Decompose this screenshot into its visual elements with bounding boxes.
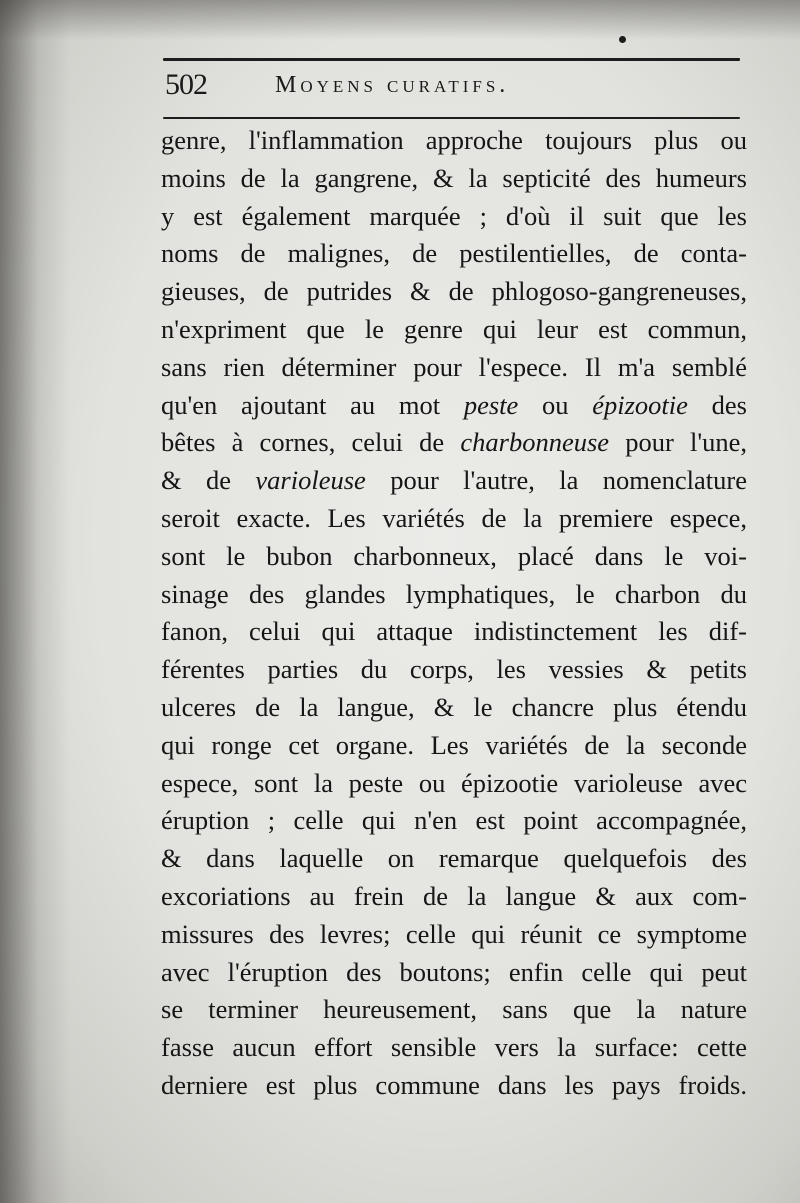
spine-shadow: [0, 0, 70, 1203]
text-line: éruption ; celle qui n'en est point accompagnée,: [161, 805, 747, 836]
text-run: ou: [518, 389, 593, 420]
text-line: avec l'éruption des boutons; enfin celle qui peut: [161, 956, 747, 987]
text-line: genre, l'inflammation approche toujours plus ou: [161, 125, 747, 155]
text-line: [161, 387, 747, 425]
header-bottom-rule: [163, 117, 740, 119]
italic-term-charbonneuse: charbonneuse: [460, 427, 610, 458]
text-line: excoriations au frein de la langue & aux com-: [161, 880, 747, 911]
top-shadow: [0, 0, 800, 40]
text-line: férentes parties du corps, les vessies & petits: [161, 654, 747, 685]
text-run: bêtes à cornes, celui de: [161, 427, 461, 458]
text-run: pour l'autre, la nomenclature: [365, 465, 747, 496]
text-line: fanon, celui qui attaque indistinctement les dif-: [161, 616, 747, 647]
text-run: qu'en ajoutant au mot: [161, 389, 464, 420]
text-line: sont le bubon charbonneux, placé dans le voi-: [161, 540, 747, 571]
text-line: espece, sont la peste ou épizootie varioleuse avec: [161, 767, 747, 798]
italic-term-peste: peste: [463, 389, 519, 420]
text-line: qui ronge cet organe. Les variétés de la seconde: [161, 729, 747, 760]
text-line: seroit exacte. Les variétés de la premiere espece,: [161, 502, 747, 533]
text-line: ulceres de la langue, & le chancre plus étendu: [161, 691, 747, 722]
text-line: noms de malignes, de pestilentielles, de conta-: [161, 238, 747, 269]
text-line: gieuses, de putrides & de phlogoso-gangreneuses,: [161, 276, 747, 307]
text-line: & dans laquelle on remarque quelquefois des: [161, 843, 747, 874]
header-top-rule: [163, 58, 740, 61]
text-line: sinage des glandes lymphatiques, le charbon du: [161, 578, 747, 609]
text-run: des: [687, 389, 747, 420]
text-run: pour l'une,: [609, 427, 747, 458]
text-line: se terminer heureusement, sans que la nature: [161, 994, 747, 1025]
text-line: sans rien déterminer pour l'espece. Il m'a semblé: [161, 351, 747, 382]
text-line: moins de la gangrene, & la septicité des humeurs: [161, 162, 747, 193]
page-number: 502: [165, 68, 207, 101]
italic-term-varioleuse: varioleuse: [255, 465, 366, 496]
body-text: [161, 122, 747, 1105]
text-line: n'expriment que le genre qui leur est commun,: [161, 313, 747, 344]
text-line: missures des levres; celle qui réunit ce symptome: [161, 918, 747, 949]
running-title: Moyens curatifs.: [275, 72, 510, 98]
text-line: fasse aucun effort sensible vers la surface: cette: [161, 1032, 747, 1063]
page-header: [163, 66, 740, 110]
text-line: [161, 462, 747, 500]
text-run: & de: [161, 465, 256, 496]
text-line: derniere est plus commune dans les pays froids.: [161, 1069, 747, 1100]
ink-dot: [619, 36, 626, 43]
text-line: y est également marquée ; d'où il suit que les: [161, 200, 747, 231]
italic-term-epizootie: épizootie: [592, 389, 688, 420]
text-line: [161, 424, 747, 462]
